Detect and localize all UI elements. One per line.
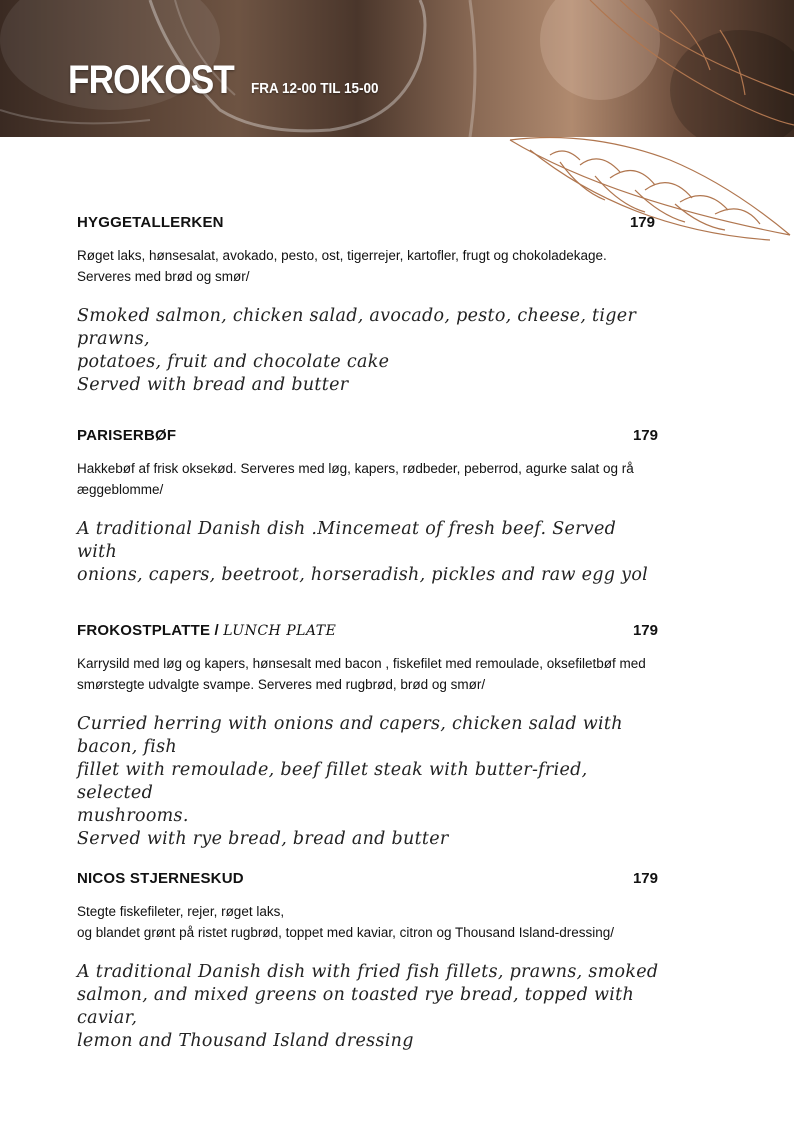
item-description-danish: Hakkebøf af frisk oksekød. Serveres med løg, kapers, rødbeder, peberrod, agurke salat og rå æggeblomme/ — [77, 461, 634, 497]
menu-item-frokostplatte — [77, 622, 662, 851]
item-description-english: Smoked salmon, chicken salad, avocado, pesto, cheese, tiger prawns, potatoes, fruit and chocolate cake Served with bread and butter — [77, 306, 637, 395]
item-name: FROKOSTPLATTE / — [77, 622, 219, 639]
opening-hours: FRA 12-00 TIL 15-00 — [250, 80, 379, 97]
menu-item-nicos-stjerneskud — [77, 870, 662, 1053]
item-price: 179 — [632, 622, 658, 639]
item-description-english: A traditional Danish dish .Mincemeat of fresh beef. Served with onions, capers, beetroot, horseradish, pickles and raw egg yol — [77, 519, 649, 585]
item-name-english: LUNCH PLATE — [223, 623, 337, 639]
item-name: NICOS STJERNESKUD — [77, 870, 244, 887]
menu-item-hyggetallerken — [77, 214, 662, 397]
item-name: PARISERBØF — [77, 427, 177, 444]
item-description-english: A traditional Danish dish with fried fish fillets, prawns, smoked salmon, and mixed greens on toasted rye bread, topped with caviar, lemon and Thousand Island dressing — [77, 962, 659, 1051]
item-name: HYGGETALLERKEN — [77, 214, 224, 231]
item-price: 179 — [629, 214, 655, 231]
item-price: 179 — [632, 870, 658, 887]
leaf-illustration — [470, 0, 794, 250]
item-description-danish: Stegte fiskefileter, rejer, røget laks, og blandet grønt på ristet rugbrød, toppet med kaviar, citron og Thousand Island-dressing/ — [77, 904, 615, 940]
item-description-danish: Karrysild med løg og kapers, hønsesalt med bacon , fiskefilet med remoulade, oksefiletbøf med smørstegte udvalgte svampe. Serveres med rugbrød, brød og smør/ — [77, 656, 646, 692]
page-title: FROKOST — [68, 58, 234, 102]
menu-item-pariserbof — [77, 427, 662, 587]
item-description-danish: Røget laks, hønsesalat, avokado, pesto, ost, tigerrejer, kartofler, frugt og chokoladekage. Serveres med brød og smør/ — [77, 248, 607, 284]
item-price: 179 — [632, 427, 658, 444]
item-description-english: Curried herring with onions and capers, chicken salad with bacon, fish fillet with remoulade, beef fillet steak with butter-fried, selected mushrooms. Served with rye bread, bread and butter — [77, 714, 623, 849]
